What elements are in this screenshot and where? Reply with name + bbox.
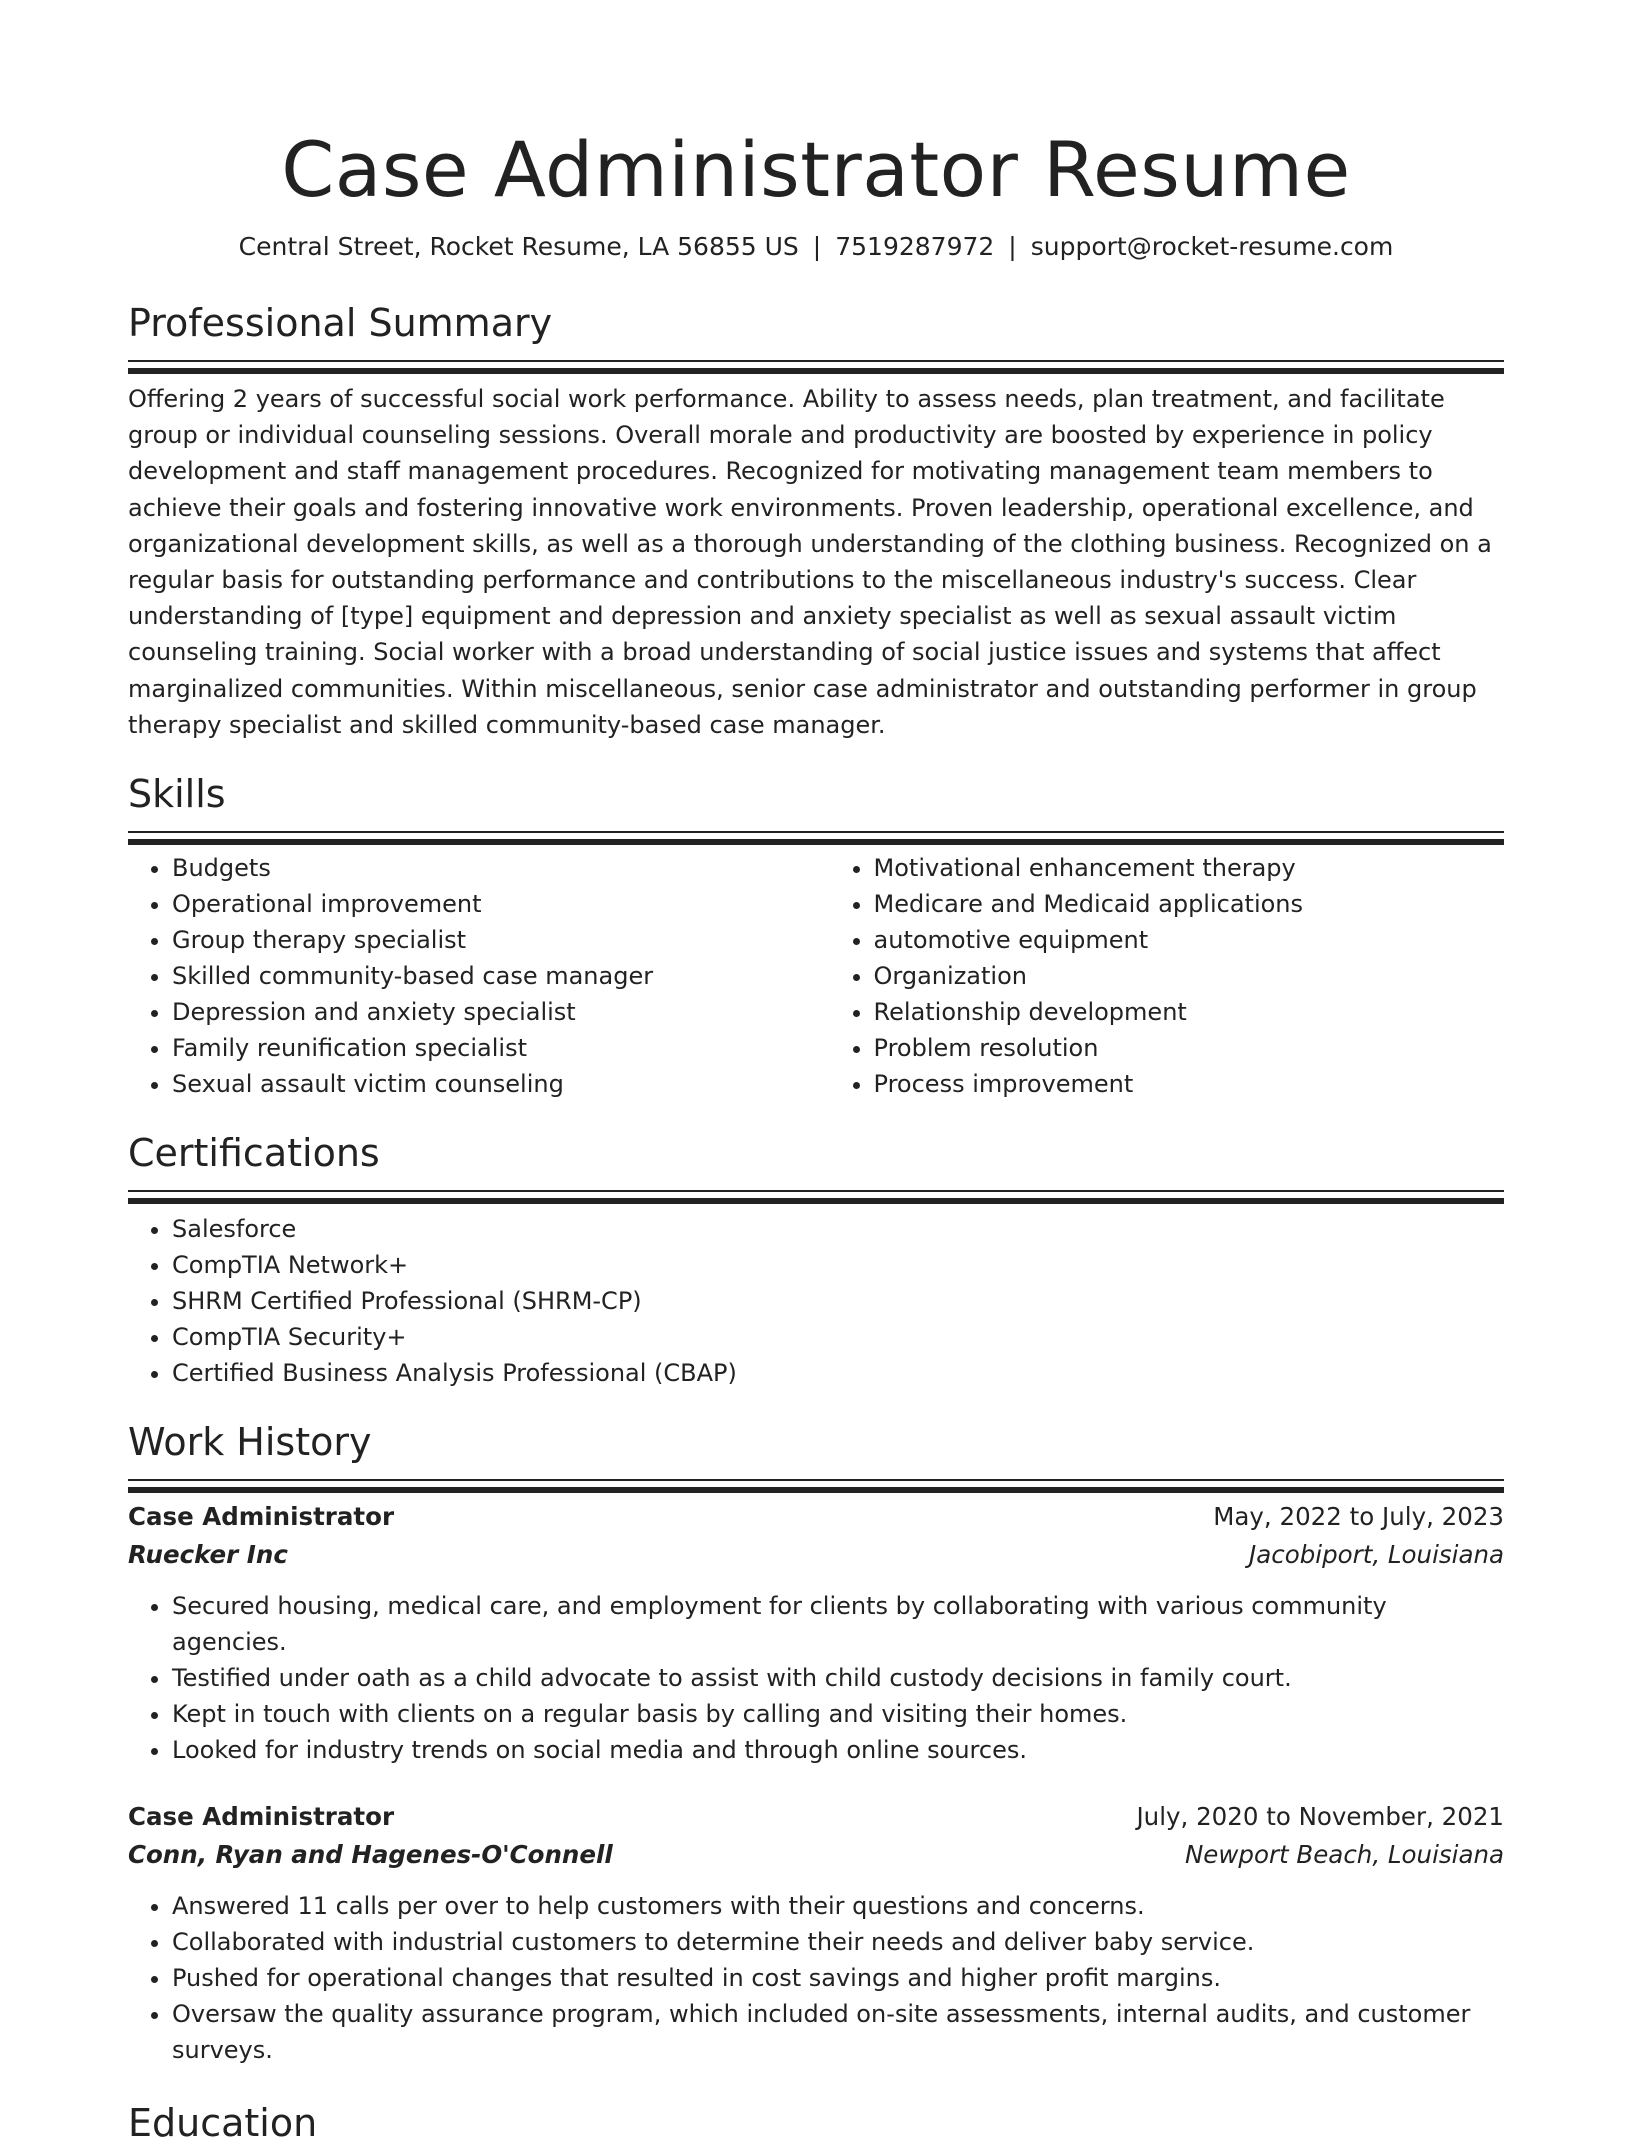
contact-email: support@rocket-resume.com [1030, 232, 1394, 261]
job-dates: July, 2020 to November, 2021 [1136, 1802, 1504, 1832]
section-divider [128, 360, 1504, 365]
certification-item: • SHRM Certified Professional (SHRM-CP) [172, 1283, 1504, 1319]
section-divider [128, 1190, 1504, 1195]
job-bullet: • Answered 11 calls per over to help customers with their questions and concerns. [172, 1888, 1504, 1924]
skill-item: • Relationship development [874, 994, 1504, 1030]
job-entry [128, 1798, 1504, 2068]
skills-list-left [128, 850, 830, 1102]
resume-title: Case Administrator Resume [281, 125, 1351, 214]
job-bullet: • Testified under oath as a child advocate to assist with child custody decisions in family court. [172, 1660, 1504, 1696]
resume-page [128, 0, 1504, 2148]
skill-item: • Depression and anxiety specialist [172, 994, 830, 1030]
skills-section [128, 769, 1504, 1102]
certification-item: • CompTIA Security+ [172, 1319, 1504, 1355]
job-location: Newport Beach, Louisiana [1184, 1840, 1504, 1870]
job-bullet: • Oversaw the quality assurance program, which included on-site assessments, internal audits, and customer surveys. [172, 1996, 1504, 2068]
job-title: Case Administrator [128, 1502, 395, 1532]
skill-item: • automotive equipment [874, 922, 1504, 958]
job-company: Ruecker Inc [128, 1540, 288, 1570]
skills-heading: Skills [128, 772, 226, 817]
job-location: Jacobiport, Louisiana [1249, 1540, 1504, 1570]
skill-item: • Process improvement [874, 1066, 1504, 1102]
work-history-section [128, 1417, 1504, 2068]
job-bullets [128, 1588, 1504, 1768]
skill-item: • Family reunification specialist [172, 1030, 830, 1066]
job-bullet: • Looked for industry trends on social media and through online sources. [172, 1732, 1504, 1768]
education-heading: Education [128, 2101, 318, 2146]
certification-item: • Salesforce [172, 1211, 1504, 1247]
skill-item: • Sexual assault victim counseling [172, 1066, 830, 1102]
summary-section [128, 298, 1504, 743]
job-dates: May, 2022 to July, 2023 [1213, 1502, 1504, 1532]
certifications-heading: Certifications [128, 1131, 380, 1176]
job-bullet: • Pushed for operational changes that resulted in cost savings and higher profit margins. [172, 1960, 1504, 1996]
skill-item: • Medicare and Medicaid applications [874, 886, 1504, 922]
skill-item: • Operational improvement [172, 886, 830, 922]
section-divider [128, 1479, 1504, 1484]
certifications-list [128, 1211, 1504, 1391]
education-section [128, 2098, 1504, 2148]
skill-item: • Problem resolution [874, 1030, 1504, 1066]
work-history-heading: Work History [128, 1420, 372, 1465]
skill-item: • Group therapy specialist [172, 922, 830, 958]
certifications-section [128, 1128, 1504, 1391]
contact-phone: 7519287972 [835, 232, 995, 261]
skills-list-right [830, 850, 1504, 1102]
certification-item: • CompTIA Network+ [172, 1247, 1504, 1283]
contact-address: Central Street, Rocket Resume, LA 56855 US [238, 232, 799, 261]
summary-text: Offering 2 years of successful social work performance. Ability to assess needs, plan treatment, and facilitate group or individual counseling sessions. Overall morale and productivity are boosted by experience in policy development and staff management procedures. Recognized for motivating management team members to achieve their goals and fostering innovative work environments. Proven leadership, operational excellence, and organizational development skills, as well as a thorough understanding of the clothing business. Recognized on a regular basis for outstanding performance and contributions to the miscellaneous industry's success. Clear understanding of [type] equipment and depression and anxiety specialist as well as sexual assault victim counseling training. Social worker with a broad understanding of social justice issues and systems that affect marginalized communities. Within miscellaneous, senior case administrator and outstanding performer in group therapy specialist and skilled community-based case manager. [128, 385, 1492, 739]
job-bullet: • Secured housing, medical care, and employment for clients by collaborating with various community agencies. [172, 1588, 1504, 1660]
job-bullet: • Kept in touch with clients on a regular basis by calling and visiting their homes. [172, 1696, 1504, 1732]
job-company: Conn, Ryan and Hagenes-O'Connell [128, 1840, 613, 1870]
skill-item: • Skilled community-based case manager [172, 958, 830, 994]
job-title: Case Administrator [128, 1802, 395, 1832]
certification-item: • Certified Business Analysis Professional (CBAP) [172, 1355, 1504, 1391]
skill-item: • Organization [874, 958, 1504, 994]
skill-item: • Budgets [172, 850, 830, 886]
skill-item: • Motivational enhancement therapy [874, 850, 1504, 886]
contact-separator: | [1008, 232, 1017, 261]
skills-columns [128, 850, 1504, 1102]
job-bullets [128, 1888, 1504, 2068]
summary-heading: Professional Summary [128, 301, 553, 345]
contact-line [128, 230, 1504, 264]
job-entry [128, 1498, 1504, 1768]
section-divider [128, 831, 1504, 836]
job-bullet: • Collaborated with industrial customers to determine their needs and deliver baby service. [172, 1924, 1504, 1960]
contact-separator: | [812, 232, 822, 261]
